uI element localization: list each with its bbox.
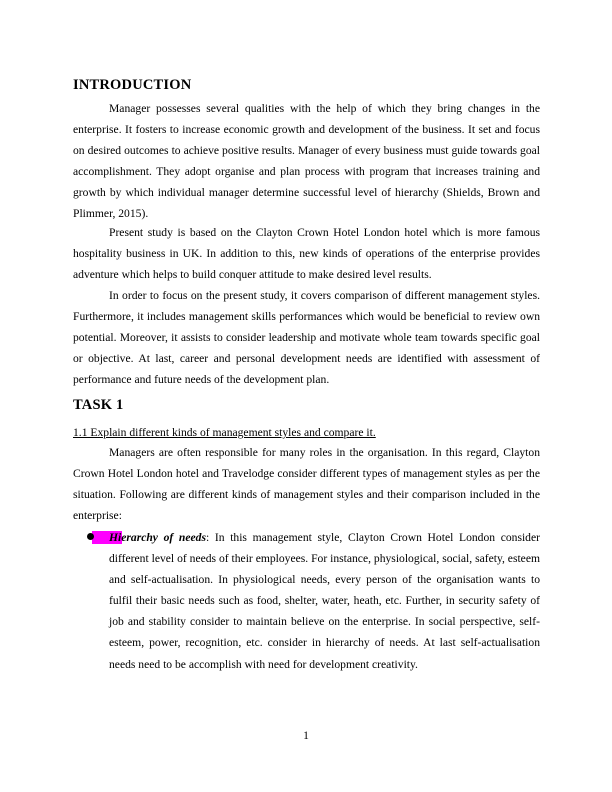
task1-heading: TASK 1 [73, 397, 124, 413]
bullet-text [109, 527, 540, 675]
intro-paragraph-1: Manager possesses several qualities with the help of which they bring changes in the enterprise. It fosters to increase economic growth and development of the business. It set and focus on desired outcomes to achieve positive results. Manager of every business must guide towards goal accomplishment. They adopt organise and plan process with program that increases training and growth by which individual manager determine successful level of hierarchy (Shields, Brown and Plimmer, 2015). [73, 102, 540, 221]
bullet-term: Hierarchy of needs [109, 531, 206, 544]
intro-paragraph-3: In order to focus on the present study, it covers comparison of different management styles. Furthermore, it includes management skills performances which would be beneficial to review own potential. Moreover, it assists to consider leadership and motivate whole team towards specific goal or objective. At last, career and personal development needs are identified with assessment of performance and future needs of the development plan. [73, 289, 540, 387]
bullet-body: : In this management style, Clayton Crown Hotel London consider different level of needs of their employees. For instance, physiological, social, safety, esteem and self-actualisation. In physiological needs, every person of the organisation wants to fulfil their basic needs such as food, shelter, water, heath, etc. Further, in security safety of job and stability consider to maintain believe on the enterprise. In social perspective, self-esteem, power, recognition, etc. consider in hierarchy of needs. At last self-actualisation needs need to be accomplish with need for development creativity. [109, 531, 540, 671]
page-number: 1 [303, 729, 309, 742]
bullet-dot-icon [87, 533, 94, 540]
task1-paragraph-1: Managers are often responsible for many roles in the organisation. In this regard, Clayton Crown Hotel London hotel and Travelodge consider different types of management styles as per the situation. Following are different kinds of management styles and their comparison included in the enterprise: [73, 446, 540, 523]
task1-subheading: 1.1 Explain different kinds of management styles and compare it. [73, 426, 376, 439]
introduction-heading: INTRODUCTION [73, 77, 192, 93]
intro-paragraph-2: Present study is based on the Clayton Crown Hotel London hotel which is more famous hospitality business in UK. In addition to this, new kinds of operations of the enterprise provides adventure which helps to build conquer attitude to make desired level results. [73, 226, 540, 282]
